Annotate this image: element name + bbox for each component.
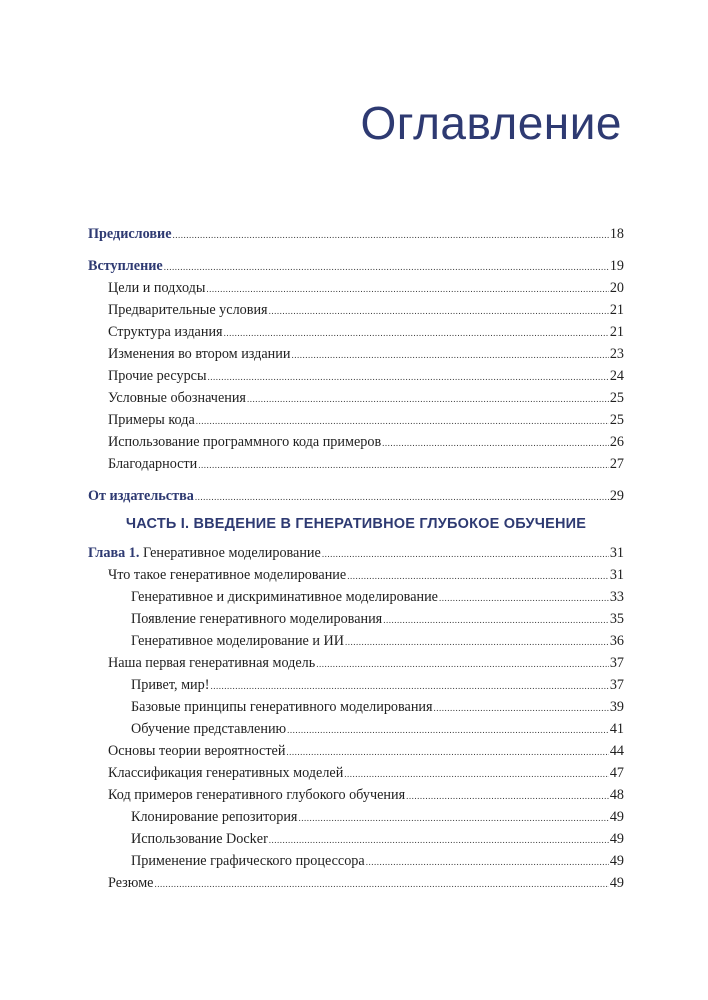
toc-entry-label: Прочие ресурсы bbox=[108, 368, 207, 384]
toc-page-number: 49 bbox=[609, 875, 624, 891]
dot-leader bbox=[206, 278, 608, 300]
dot-leader bbox=[287, 719, 609, 741]
toc-entry[interactable] bbox=[88, 696, 624, 718]
table-of-contents bbox=[88, 223, 624, 894]
dot-leader bbox=[210, 675, 608, 697]
toc-entry[interactable] bbox=[88, 608, 624, 630]
dot-leader bbox=[434, 697, 609, 719]
toc-entry-label: Структура издания bbox=[108, 324, 223, 340]
dot-leader bbox=[269, 300, 609, 322]
toc-page-number: 23 bbox=[609, 346, 624, 362]
toc-page-number: 19 bbox=[609, 258, 624, 274]
toc-entry[interactable] bbox=[88, 586, 624, 608]
toc-entry-label: Базовые принципы генеративного моделирования bbox=[131, 699, 433, 715]
toc-entry[interactable] bbox=[88, 343, 624, 365]
toc-entry-label: Цели и подходы bbox=[108, 280, 206, 296]
dot-leader bbox=[224, 322, 609, 344]
dot-leader bbox=[322, 543, 609, 565]
toc-entry-label: Вступление bbox=[88, 258, 163, 274]
dot-leader bbox=[291, 344, 608, 366]
dot-leader bbox=[173, 224, 609, 246]
dot-leader bbox=[366, 851, 609, 873]
toc-entry-label: Использование Docker bbox=[131, 831, 268, 847]
dot-leader bbox=[247, 388, 609, 410]
toc-entry[interactable] bbox=[88, 784, 624, 806]
toc-entry[interactable] bbox=[88, 409, 624, 431]
toc-entry-label: Предварительные условия bbox=[108, 302, 268, 318]
dot-leader bbox=[198, 454, 609, 476]
toc-entry-label: Привет, мир! bbox=[131, 677, 210, 693]
toc-page-number: 20 bbox=[609, 280, 624, 296]
chapter-number: Глава 1. bbox=[88, 545, 140, 561]
dot-leader bbox=[208, 366, 609, 388]
dot-leader bbox=[286, 741, 608, 763]
toc-entry-label: Использование программного кода примеров bbox=[108, 434, 382, 450]
toc-entry-label: Резюме bbox=[108, 875, 154, 891]
toc-page-number: 31 bbox=[609, 545, 624, 561]
toc-entry-label: Примеры кода bbox=[108, 412, 195, 428]
toc-entry[interactable] bbox=[88, 718, 624, 740]
part-heading: ЧАСТЬ I. ВВЕДЕНИЕ В ГЕНЕРАТИВНОЕ ГЛУБОКОЕ ОБУЧЕНИЕ bbox=[125, 516, 587, 532]
dot-leader bbox=[298, 807, 608, 829]
dot-leader bbox=[196, 410, 609, 432]
toc-entry-label: Обучение представлению bbox=[131, 721, 287, 737]
toc-entry-intro[interactable] bbox=[88, 255, 624, 277]
toc-page-number: 35 bbox=[609, 611, 624, 627]
toc-page-number: 49 bbox=[609, 831, 624, 847]
dot-leader bbox=[406, 785, 609, 807]
toc-page-number: 47 bbox=[609, 765, 624, 781]
toc-page-number: 18 bbox=[609, 226, 624, 242]
toc-entry-label: Предисловие bbox=[88, 226, 172, 242]
toc-entry[interactable] bbox=[88, 564, 624, 586]
toc-entry-chapter-1[interactable] bbox=[88, 542, 624, 564]
toc-page-number: 26 bbox=[609, 434, 624, 450]
chapter-title: Генеративное моделирование bbox=[142, 545, 321, 561]
toc-entry-label: Основы теории вероятностей bbox=[108, 743, 286, 759]
toc-entry-label: Появление генеративного моделирования bbox=[131, 611, 383, 627]
dot-leader bbox=[383, 609, 609, 631]
toc-entry[interactable] bbox=[88, 630, 624, 652]
toc-page-number: 29 bbox=[609, 488, 624, 504]
toc-entry[interactable] bbox=[88, 365, 624, 387]
page-title: Оглавление bbox=[360, 97, 622, 149]
toc-entry-label: Условные обозначения bbox=[108, 390, 246, 406]
toc-entry-label: Изменения во втором издании bbox=[108, 346, 291, 362]
toc-entry-label: Благодарности bbox=[108, 456, 198, 472]
toc-entry[interactable] bbox=[88, 674, 624, 696]
toc-entry-label: Применение графического процессора bbox=[131, 853, 365, 869]
toc-page-number: 39 bbox=[609, 699, 624, 715]
toc-entry-label bbox=[88, 542, 321, 564]
toc-page-number: 49 bbox=[609, 809, 624, 825]
dot-leader bbox=[439, 587, 609, 609]
toc-page-number: 21 bbox=[609, 324, 624, 340]
toc-entry[interactable] bbox=[88, 431, 624, 453]
toc-entry[interactable] bbox=[88, 652, 624, 674]
toc-entry[interactable] bbox=[88, 299, 624, 321]
toc-page-number: 49 bbox=[609, 853, 624, 869]
toc-entry-label: Что такое генеративное моделирование bbox=[108, 567, 347, 583]
toc-page-number: 33 bbox=[609, 589, 624, 605]
dot-leader bbox=[269, 829, 609, 851]
toc-page-number: 24 bbox=[609, 368, 624, 384]
dot-leader bbox=[195, 486, 609, 508]
toc-entry[interactable] bbox=[88, 387, 624, 409]
toc-entry[interactable] bbox=[88, 453, 624, 475]
toc-page-number: 21 bbox=[609, 302, 624, 318]
toc-entry-preface[interactable] bbox=[88, 223, 624, 245]
toc-entry-label: Клонирование репозитория bbox=[131, 809, 298, 825]
toc-entry-label: Классификация генеративных моделей bbox=[108, 765, 344, 781]
toc-page-number: 36 bbox=[609, 633, 624, 649]
toc-entry[interactable] bbox=[88, 321, 624, 343]
dot-leader bbox=[154, 873, 608, 895]
toc-entry-label: Генеративное моделирование и ИИ bbox=[131, 633, 345, 649]
toc-entry-label: Генеративное и дискриминативное моделирование bbox=[131, 589, 438, 605]
toc-page-number: 25 bbox=[609, 412, 624, 428]
toc-page-number: 27 bbox=[609, 456, 624, 472]
toc-entry[interactable] bbox=[88, 277, 624, 299]
toc-entry-label: От издательства bbox=[88, 488, 194, 504]
toc-page-number: 37 bbox=[609, 655, 624, 671]
toc-page-number: 48 bbox=[609, 787, 624, 803]
toc-entry[interactable] bbox=[88, 850, 624, 872]
toc-entry-publisher[interactable] bbox=[88, 485, 624, 507]
dot-leader bbox=[345, 631, 609, 653]
toc-entry[interactable] bbox=[88, 762, 624, 784]
dot-leader bbox=[347, 565, 609, 587]
toc-entry-label: Код примеров генеративного глубокого обучения bbox=[108, 787, 406, 803]
toc-page-number: 44 bbox=[609, 743, 624, 759]
dot-leader bbox=[316, 653, 609, 675]
dot-leader bbox=[164, 256, 609, 278]
toc-page-number: 37 bbox=[609, 677, 624, 693]
toc-entry[interactable] bbox=[88, 828, 624, 850]
toc-entry[interactable] bbox=[88, 740, 624, 762]
toc-page-number: 25 bbox=[609, 390, 624, 406]
toc-entry[interactable] bbox=[88, 872, 624, 894]
toc-entry-label: Наша первая генеративная модель bbox=[108, 655, 316, 671]
dot-leader bbox=[382, 432, 609, 454]
dot-leader bbox=[344, 763, 609, 785]
toc-entry[interactable] bbox=[88, 806, 624, 828]
toc-page-number: 31 bbox=[609, 567, 624, 583]
toc-page-number: 41 bbox=[609, 721, 624, 737]
